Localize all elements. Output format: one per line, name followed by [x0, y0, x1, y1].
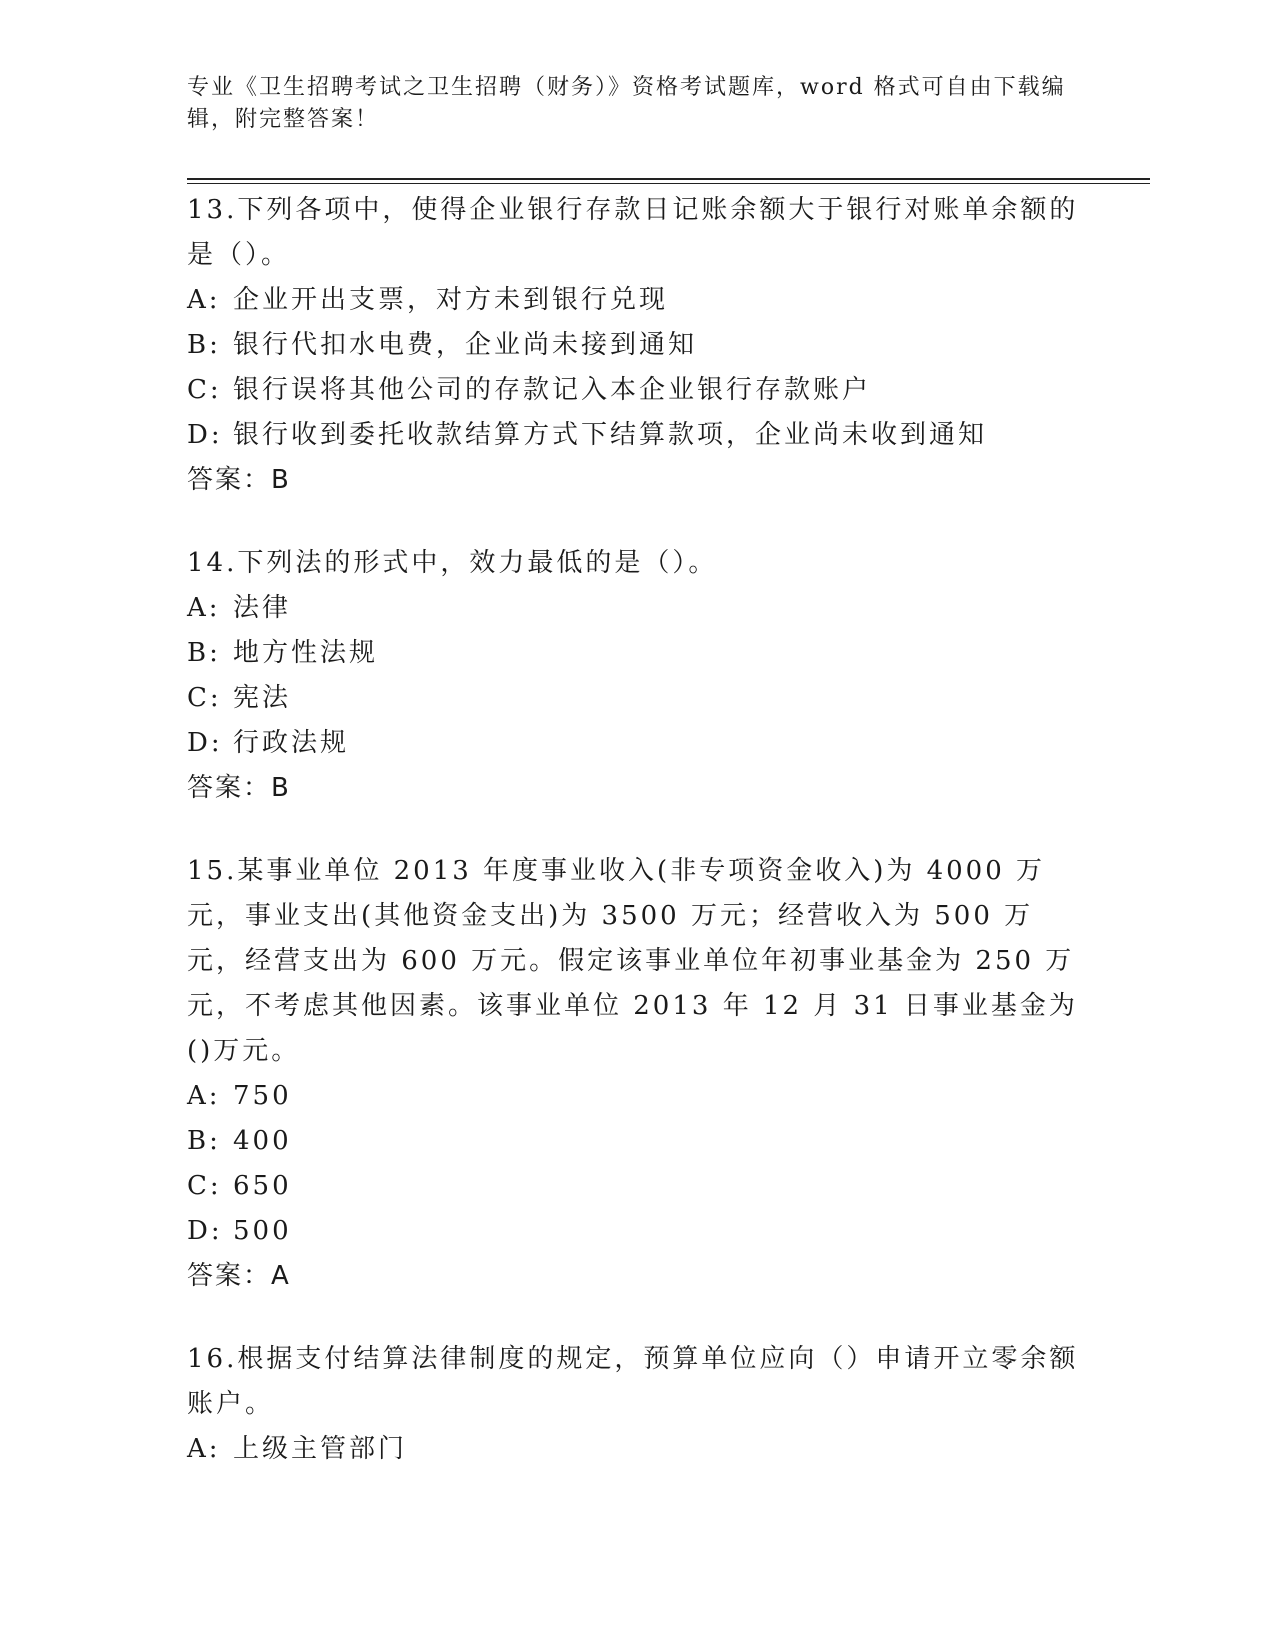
option-key: D: [187, 420, 223, 450]
question-text: 16.根据支付结算法律制度的规定，预算单位应向（）申请开立零余额账户。 [187, 1344, 1079, 1419]
answer-line: 答案：B [187, 465, 291, 495]
answer-line: 答案：A [187, 1261, 291, 1291]
header-divider-thin [187, 183, 1150, 184]
option-key: B: [187, 638, 221, 668]
option-key: B: [187, 330, 221, 360]
option-a [187, 278, 1087, 323]
option-text: 750 [233, 1081, 292, 1111]
answer-line: 答案：B [187, 773, 291, 803]
option-d [187, 413, 1087, 458]
question-text: 13.下列各项中，使得企业银行存款日记账余额大于银行对账单余额的是（）。 [187, 195, 1079, 270]
option-d [187, 721, 1087, 766]
document-header: 专业《卫生招聘考试之卫生招聘（财务）》资格考试题库，word 格式可自由下载编辑，附完整答案！ [187, 75, 1066, 132]
question-text: 14.下列法的形式中，效力最低的是（）。 [187, 548, 718, 578]
question-list [187, 188, 1087, 1510]
option-text: 企业开出支票，对方未到银行兑现 [233, 285, 669, 315]
option-key: D: [187, 728, 223, 758]
option-a [187, 1074, 1087, 1119]
option-b [187, 1119, 1087, 1164]
option-c [187, 368, 1087, 413]
option-key: D: [187, 1216, 223, 1246]
option-b [187, 631, 1087, 676]
option-text: 650 [233, 1171, 292, 1201]
question-13 [187, 188, 1087, 503]
question-15 [187, 849, 1087, 1299]
option-c [187, 1164, 1087, 1209]
question-16 [187, 1337, 1087, 1472]
option-text: 400 [233, 1126, 292, 1156]
option-key: C: [187, 683, 222, 713]
option-text: 银行误将其他公司的存款记入本企业银行存款账户 [233, 375, 872, 405]
question-text: 15.某事业单位 2013 年度事业收入(非专项资金收入)为 4000 万元，事业支出(其他资金支出)为 3500 万元；经营收入为 500 万元，经营支出为 600 万元。假定该事业单位年初事业基金为 250 万元，不考虑其他因素。该事业单位 2013 年 12 月 31 日事业基金为()万元。 [187, 856, 1078, 1066]
option-text: 地方性法规 [233, 638, 379, 668]
option-text: 宪法 [233, 683, 292, 713]
option-b [187, 323, 1087, 368]
option-key: C: [187, 375, 222, 405]
option-a [187, 586, 1087, 631]
option-text: 500 [233, 1216, 292, 1246]
option-key: B: [187, 1126, 221, 1156]
option-a [187, 1427, 1087, 1472]
question-14 [187, 541, 1087, 811]
option-key: A: [187, 593, 221, 623]
header-divider-thick [187, 178, 1150, 180]
option-key: A: [187, 1434, 221, 1464]
option-key: C: [187, 1171, 222, 1201]
option-text: 银行代扣水电费，企业尚未接到通知 [233, 330, 698, 360]
option-key: A: [187, 285, 221, 315]
option-c [187, 676, 1087, 721]
option-text: 行政法规 [233, 728, 350, 758]
option-d [187, 1209, 1087, 1254]
option-text: 上级主管部门 [233, 1434, 408, 1464]
option-text: 银行收到委托收款结算方式下结算款项，企业尚未收到通知 [233, 420, 988, 450]
option-text: 法律 [233, 593, 292, 623]
option-key: A: [187, 1081, 221, 1111]
